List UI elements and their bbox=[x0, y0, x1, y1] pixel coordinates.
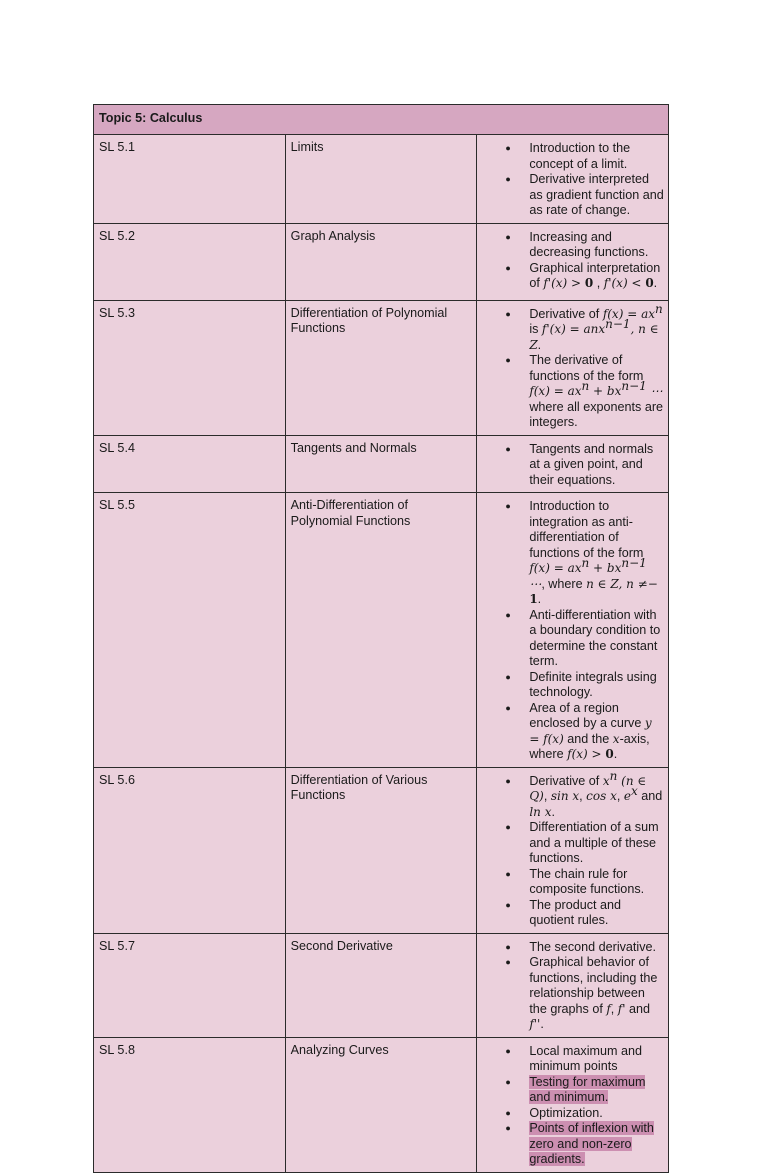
bullet-text: Local maximum and minimum points bbox=[529, 1043, 643, 1073]
bullet-text: and bbox=[637, 789, 663, 803]
section-description bbox=[477, 300, 669, 435]
section-code: SL 5.5 bbox=[94, 493, 286, 768]
bullet-text: and the bbox=[563, 731, 613, 746]
bullet-text: Optimization. bbox=[529, 1105, 603, 1120]
math-expression: x bbox=[612, 731, 620, 746]
math-number: 0 bbox=[645, 276, 654, 290]
section-title: Graph Analysis bbox=[285, 223, 477, 300]
section-description bbox=[477, 223, 669, 300]
math-expression: f'(x) = anx bbox=[541, 322, 606, 336]
bullet-list bbox=[487, 141, 664, 219]
bullet-text: , bbox=[543, 789, 551, 803]
section-title: Second Derivative bbox=[285, 933, 477, 1037]
table-row bbox=[94, 300, 669, 435]
bullet-text: where all exponents are integers. bbox=[529, 399, 664, 429]
math-expression: f' bbox=[617, 1001, 626, 1016]
section-title: Tangents and Normals bbox=[285, 435, 477, 493]
section-code: SL 5.4 bbox=[94, 435, 286, 493]
math-expression: (n ∈ Q) bbox=[529, 773, 647, 803]
list-item bbox=[529, 230, 664, 261]
list-item bbox=[529, 701, 664, 763]
math-expression: f'' bbox=[529, 1017, 541, 1031]
section-title: Differentiation of Polynomial Functions bbox=[285, 300, 477, 435]
bullet-list bbox=[487, 499, 664, 763]
math-superscript: n−1 bbox=[621, 378, 647, 393]
bullet-text: , bbox=[610, 1001, 618, 1016]
bullet-text: Graphical interpretation of bbox=[529, 260, 661, 290]
table-row bbox=[94, 767, 669, 933]
bullet-text: Points of inflexion with zero and non-zero gradients. bbox=[529, 1121, 654, 1166]
math-expression: ln x bbox=[529, 804, 552, 819]
math-number: 1 bbox=[529, 592, 538, 606]
table-body bbox=[94, 105, 669, 1173]
section-description bbox=[477, 933, 669, 1037]
math-superscript: n bbox=[609, 768, 618, 783]
bullet-list bbox=[487, 768, 664, 929]
math-expression: f'(x) < bbox=[603, 276, 646, 290]
math-expression: ⋯ bbox=[646, 384, 663, 398]
math-superscript: n bbox=[581, 555, 590, 570]
bullet-text: . bbox=[540, 1017, 544, 1031]
bullet-text: . bbox=[653, 276, 658, 290]
math-expression: f(x) = ax bbox=[529, 561, 582, 575]
math-superscript: n bbox=[581, 378, 590, 393]
list-item bbox=[529, 1075, 664, 1106]
section-code: SL 5.7 bbox=[94, 933, 286, 1037]
math-expression: e bbox=[623, 789, 631, 803]
bullet-list bbox=[487, 301, 664, 431]
bullet-text: Introduction to integration as anti-differentiation of functions of the form bbox=[529, 499, 644, 560]
list-item bbox=[529, 608, 664, 670]
topic-title: Topic 5: Calculus bbox=[94, 105, 669, 135]
list-item bbox=[529, 898, 664, 929]
section-title: Anti-Differentiation of Polynomial Functions bbox=[285, 493, 477, 768]
math-expression: + bx bbox=[589, 384, 622, 398]
table-row bbox=[94, 435, 669, 493]
list-item bbox=[529, 670, 664, 701]
list-item bbox=[529, 867, 664, 898]
table-row bbox=[94, 1037, 669, 1172]
bullet-text: Testing for maximum and minimum. bbox=[529, 1074, 646, 1104]
bullet-text: . bbox=[613, 747, 618, 761]
bullet-text: Increasing and decreasing functions. bbox=[529, 229, 649, 259]
table-row bbox=[94, 223, 669, 300]
table-row bbox=[94, 493, 669, 768]
math-expression: f(x) = ax bbox=[529, 384, 582, 398]
bullet-text: , bbox=[616, 789, 624, 803]
section-description bbox=[477, 135, 669, 224]
bullet-text: Introduction to the concept of a limit. bbox=[529, 141, 631, 171]
bullet-text: Derivative interpreted as gradient function and as rate of change. bbox=[529, 172, 664, 217]
section-title: Analyzing Curves bbox=[285, 1037, 477, 1172]
math-expression: n ∈ Z, n ≠− bbox=[586, 576, 658, 591]
highlighted-text bbox=[529, 1075, 645, 1105]
bullet-text: Differentiation of a sum and a multiple of these functions. bbox=[529, 820, 659, 865]
highlighted-text bbox=[529, 1121, 654, 1166]
bullet-text: Anti-differentiation with a boundary condition to determine the constant term. bbox=[529, 607, 661, 668]
list-item bbox=[529, 353, 664, 431]
math-superscript: n bbox=[655, 301, 663, 316]
list-item bbox=[529, 820, 664, 867]
section-code: SL 5.1 bbox=[94, 135, 286, 224]
math-superscript: n−1 bbox=[605, 316, 631, 331]
bullet-text: The product and quotient rules. bbox=[529, 897, 622, 927]
math-number: 0 bbox=[584, 276, 594, 290]
math-expression: y = f(x) bbox=[529, 716, 652, 746]
section-description bbox=[477, 493, 669, 768]
syllabus-table bbox=[93, 104, 669, 1173]
bullet-text: Derivative of bbox=[529, 773, 603, 788]
section-description bbox=[477, 767, 669, 933]
bullet-text: and bbox=[625, 1001, 651, 1016]
bullet-text: -axis, where bbox=[529, 731, 650, 761]
list-item bbox=[529, 768, 664, 821]
math-expression: f(x) > bbox=[567, 747, 606, 761]
bullet-list bbox=[487, 1044, 664, 1168]
math-number: 0 bbox=[605, 747, 614, 761]
table-header-row bbox=[94, 105, 669, 135]
bullet-text: Area of a region enclosed by a curve bbox=[529, 700, 645, 730]
list-item bbox=[529, 1106, 664, 1122]
math-expression: f bbox=[606, 1001, 611, 1016]
bullet-text: Graphical behavior of functions, including the relationship between the graphs of bbox=[529, 955, 658, 1016]
bullet-text: , bbox=[593, 276, 604, 290]
bullet-text: is bbox=[529, 322, 542, 336]
bullet-list bbox=[487, 442, 664, 489]
table-row bbox=[94, 933, 669, 1037]
section-code: SL 5.2 bbox=[94, 223, 286, 300]
section-title: Limits bbox=[285, 135, 477, 224]
math-superscript: n−1 bbox=[621, 555, 647, 570]
table-row bbox=[94, 135, 669, 224]
math-expression: x bbox=[602, 773, 610, 788]
math-expression: f(x) = ax bbox=[602, 306, 655, 321]
math-expression: cos x bbox=[586, 789, 617, 803]
list-item bbox=[529, 301, 664, 354]
bullet-text: Tangents and normals at a given point, and their equations. bbox=[529, 441, 654, 487]
bullet-text: . bbox=[551, 804, 555, 819]
section-title: Differentiation of Various Functions bbox=[285, 767, 477, 933]
list-item bbox=[529, 172, 664, 219]
list-item bbox=[529, 141, 664, 172]
list-item bbox=[529, 955, 664, 1033]
math-expression: + bx bbox=[589, 561, 622, 575]
math-expression: ⋯ bbox=[529, 576, 542, 591]
math-expression: sin x bbox=[550, 789, 580, 803]
bullet-text: , bbox=[579, 789, 587, 803]
section-code: SL 5.3 bbox=[94, 300, 286, 435]
bullet-text: The second derivative. bbox=[529, 939, 657, 954]
bullet-text: The chain rule for composite functions. bbox=[529, 866, 645, 896]
math-expression: f'(x) > bbox=[543, 276, 585, 290]
bullet-text: . bbox=[537, 592, 542, 606]
bullet-list bbox=[487, 230, 664, 292]
bullet-text: , where bbox=[541, 576, 587, 591]
section-description bbox=[477, 435, 669, 493]
math-expression: , n ∈ Z bbox=[529, 322, 659, 352]
bullet-text: . bbox=[537, 337, 542, 352]
list-item bbox=[529, 1044, 664, 1075]
list-item bbox=[529, 499, 664, 608]
bullet-list bbox=[487, 940, 664, 1033]
section-description bbox=[477, 1037, 669, 1172]
section-code: SL 5.8 bbox=[94, 1037, 286, 1172]
section-code: SL 5.6 bbox=[94, 767, 286, 933]
list-item bbox=[529, 1121, 664, 1168]
list-item bbox=[529, 442, 664, 489]
bullet-text: The derivative of functions of the form bbox=[529, 353, 644, 383]
list-item bbox=[529, 940, 664, 956]
bullet-text: Derivative of bbox=[529, 306, 603, 321]
bullet-text: Definite integrals using technology. bbox=[529, 669, 657, 699]
math-superscript: x bbox=[630, 783, 638, 798]
list-item bbox=[529, 261, 664, 292]
